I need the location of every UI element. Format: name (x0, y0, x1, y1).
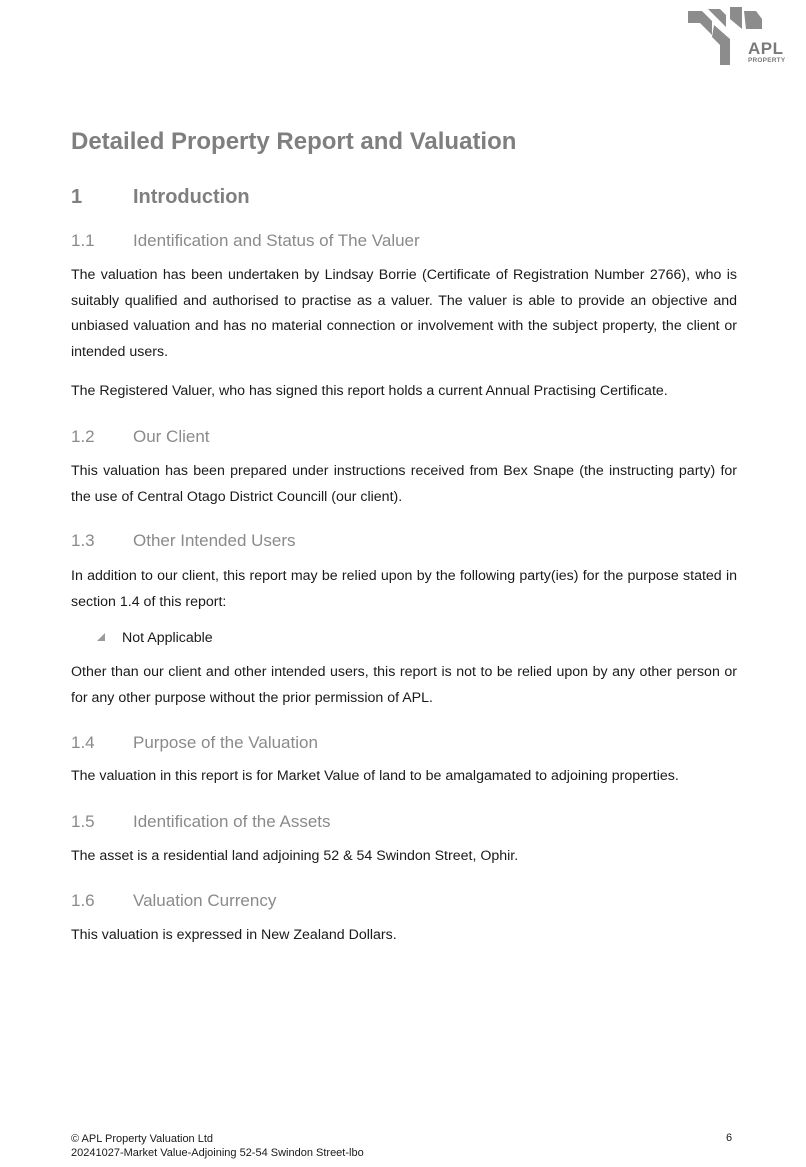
subsection-heading-1-5 (71, 812, 331, 832)
paragraph-currency: This valuation is expressed in New Zealand Dollars. (71, 927, 397, 943)
bullet-triangle-icon (97, 633, 105, 641)
section-title: Introduction (133, 186, 250, 208)
logo-subtitle: PROPERTY (748, 57, 786, 64)
subsection-title: Identification of the Assets (133, 812, 331, 831)
footer-document-reference: 20241027-Market Value-Adjoining 52-54 Swindon Street-lbo (71, 1147, 364, 1159)
paragraph-client: This valuation has been prepared under instructions received from Bex Snape (the instructing party) for the use of Central Otago District Councill (our client). (71, 463, 737, 505)
subsection-number: 1.5 (71, 812, 95, 831)
footer-copyright: © APL Property Valuation Ltd (71, 1133, 214, 1145)
paragraph-practising-certificate: The Registered Valuer, who has signed this report holds a current Annual Practising Certificate. (71, 383, 668, 399)
paragraph-intended-users: In addition to our client, this report may be relied upon by the following party(ies) for the purpose stated in section 1.4 of this report: (71, 568, 737, 610)
subsection-title: Our Client (133, 427, 210, 446)
paragraph-purpose: The valuation in this report is for Market Value of land to be amalgamated to adjoining properties. (71, 768, 679, 784)
subsection-number: 1.2 (71, 427, 95, 446)
subsection-title: Identification and Status of The Valuer (133, 231, 420, 250)
page-footer (71, 1132, 364, 1160)
page-number: 6 (726, 1132, 733, 1144)
subsection-heading-1-4 (71, 733, 318, 753)
logo-name: APL (748, 39, 784, 58)
section-number: 1 (71, 186, 83, 208)
subsection-heading-1-3 (71, 531, 296, 551)
subsection-number: 1.3 (71, 531, 95, 550)
section-heading (71, 186, 250, 209)
paragraph-assets: The asset is a residential land adjoining 52 & 54 Swindon Street, Ophir. (71, 848, 519, 864)
page-title: Detailed Property Report and Valuation (71, 128, 517, 155)
subsection-heading-1-6 (71, 891, 276, 911)
subsection-number: 1.1 (71, 231, 95, 250)
subsection-title: Purpose of the Valuation (133, 733, 318, 752)
bullet-text: Not Applicable (122, 630, 213, 646)
paragraph-valuer-identity: The valuation has been undertaken by Lindsay Borrie (Certificate of Registration Number 2766), who is suitably qualified and authorised to practise as a valuer. The valuer is able to provide an objective and unbiased valuation and has no material connection or involvement with the subject property, the client or intended users. (71, 267, 737, 360)
subsection-heading-1-1 (71, 231, 420, 251)
subsection-title: Other Intended Users (133, 531, 296, 550)
subsection-number: 1.4 (71, 733, 95, 752)
paragraph-reliance: Other than our client and other intended users, this report is not to be relied upon by any other person or for any other purpose without the prior permission of APL. (71, 664, 737, 706)
subsection-number: 1.6 (71, 891, 95, 910)
subsection-heading-1-2 (71, 427, 210, 447)
subsection-title: Valuation Currency (133, 891, 277, 910)
list-item (97, 630, 213, 646)
